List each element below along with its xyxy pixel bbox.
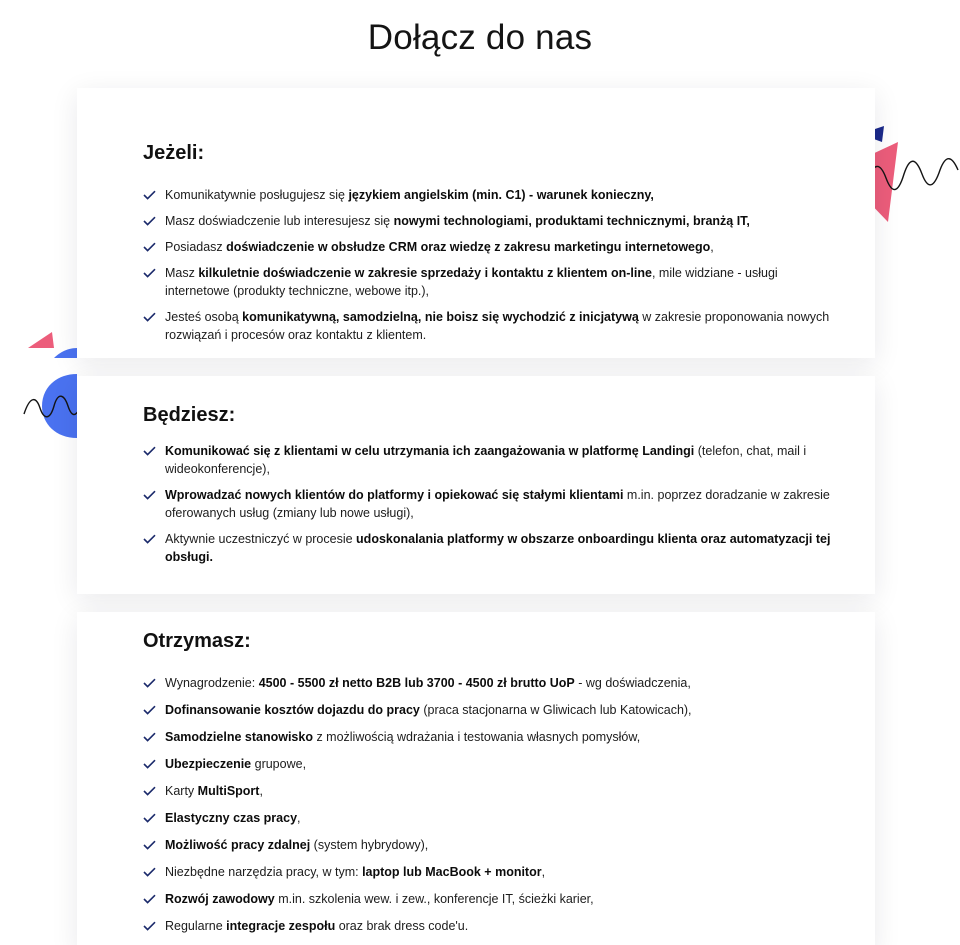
checkmark-icon [143,242,156,252]
list-item [143,264,843,300]
list-item-text: m.in. szkolenia wew. i zew., konferencje IT, ścieżki karier, [274,892,594,906]
checkmark-icon [143,867,156,877]
blue-circle-icon [42,374,77,438]
responsibilities-list [143,442,843,574]
list-item [143,212,843,230]
list-item [143,486,843,522]
checkmark-icon [143,786,156,796]
list-item-bold-text: Dofinansowanie kosztów dojazdu do pracy [165,703,420,717]
list-item-text: grupowe, [251,757,307,771]
list-item [143,442,843,478]
list-item-text: Niezbędne narzędzia pracy, w tym: [165,865,363,879]
list-item-text: Jesteś osobą [165,310,243,324]
list-item-text: , [710,240,714,254]
list-item-text: z możliwością wdrażania i testowania własnych pomysłów, [312,730,641,744]
list-item-bold-text: Ubezpieczenie [165,757,252,771]
list-item-bold-text: doświadczenie w obsłudze CRM oraz wiedzę z zakresu marketingu internetowego [226,240,711,254]
list-item-text: , [259,784,263,798]
list-item-text: (praca stacjonarna w Gliwicach lub Katowicach), [419,703,692,717]
list-item-bold-text: 4500 - 5500 zł netto B2B lub 3700 - 4500 zł brutto UoP [258,676,575,690]
requirements-card [77,88,875,358]
list-item-bold-text: komunikatywną, samodzielną, nie boisz się wychodzić z inicjatywą [242,310,639,324]
requirements-list [143,186,843,352]
list-item-bold-text: nowymi technologiami, produktami technicznymi, branżą IT, [393,214,750,228]
list-item [143,530,843,566]
checkmark-icon [143,732,156,742]
list-item-text: (system hybrydowy), [310,838,429,852]
list-item [143,890,843,909]
list-item [143,308,843,344]
checkmark-icon [143,705,156,715]
list-item-text: Masz [165,266,199,280]
list-item-text: Karty [165,784,198,798]
page-title: Dołącz do nas [367,18,593,57]
checkmark-icon [143,312,156,322]
list-item-bold-text: laptop lub MacBook + monitor [362,865,542,879]
checkmark-icon [143,813,156,823]
list-item-text: Wynagrodzenie: [165,676,259,690]
benefits-list [143,674,843,944]
list-item-bold-text: Rozwój zawodowy [165,892,275,906]
checkmark-icon [143,268,156,278]
list-item-text: Aktywnie uczestniczyć w procesie [165,532,357,546]
section-heading: Otrzymasz: [143,630,251,652]
list-item-bold-text: Samodzielne stanowisko [165,730,313,744]
list-item-text: , [297,811,301,825]
list-item-text: oraz brak dress code'u. [335,919,469,933]
list-item [143,917,843,936]
checkmark-icon [143,190,156,200]
list-item-text: Masz doświadczenie lub interesujesz się [165,214,394,228]
list-item-text: Posiadasz [165,240,227,254]
list-item [143,186,843,204]
list-item-text: , [541,865,546,879]
checkmark-icon [143,534,156,544]
checkmark-icon [143,759,156,769]
checkmark-icon [143,921,156,931]
list-item [143,863,843,882]
list-item-bold-text: MultiSport [197,784,260,798]
list-item [143,701,843,720]
checkmark-icon [143,490,156,500]
list-item [143,836,843,855]
list-item [143,238,843,256]
list-item-bold-text: Komunikować się z klientami w celu utrzymania ich zaangażowania w platformę Landingi [165,444,695,458]
list-item [143,809,843,828]
responsibilities-card [77,376,875,594]
list-item-text: m.in. poprzez doradzanie w zakresie oferowanych usług (zmiany lub nowe usługi), [165,488,830,520]
list-item-text: , mile widziane - usługi internetowe (produkty techniczne, webowe itp.), [165,266,778,298]
list-item [143,782,843,801]
list-item-bold-text: udoskonalania platformy w obszarze onboardingu klienta oraz automatyzacji tej obsługi. [165,532,831,564]
pink-triangle-icon [28,332,54,348]
list-item-bold-text: kilkuletnie doświadczenie w zakresie sprzedaży i kontaktu z klientem on-line [198,266,652,280]
list-item-bold-text: językiem angielskim (min. C1) - warunek konieczny, [348,188,654,202]
list-item-text: Regularne [165,919,227,933]
list-item-bold-text: Możliwość pracy zdalnej [165,838,311,852]
list-item-text: (telefon, chat, mail i wideokonferencje), [165,444,807,476]
list-item [143,728,843,747]
list-item-text: Komunikatywnie posługujesz się [165,188,349,202]
list-item-bold-text: Wprowadzać nowych klientów do platformy i opiekować się stałymi klientami [165,488,624,502]
list-item-bold-text: integracje zespołu [226,919,336,933]
benefits-card [77,612,875,945]
checkmark-icon [143,216,156,226]
list-item [143,674,843,693]
section-heading: Jeżeli: [143,142,205,164]
checkmark-icon [143,840,156,850]
checkmark-icon [143,446,156,456]
checkmark-icon [143,678,156,688]
list-item-text: - wg doświadczenia, [574,676,691,690]
list-item-bold-text: Elastyczny czas pracy [165,811,298,825]
section-heading: Będziesz: [143,404,236,426]
decoration-left [22,326,82,446]
checkmark-icon [143,894,156,904]
blue-halfcircle-icon [54,348,77,358]
list-item [143,755,843,774]
list-item-text: w zakresie proponowania nowych rozwiązań i procesów oraz kontaktu z klientem. [165,310,830,342]
